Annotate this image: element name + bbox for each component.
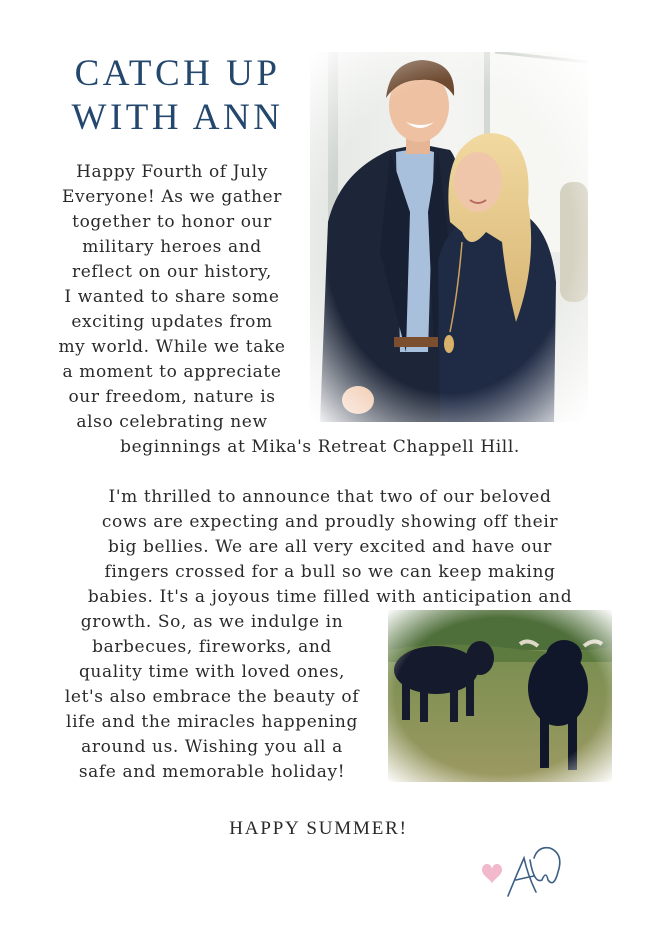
cows-paragraph: [30, 485, 630, 610]
title-line-2: WITH ANN: [71, 97, 284, 138]
text-line: Everyone! As we gather: [62, 187, 282, 207]
text-line: our freedom, nature is: [68, 387, 276, 407]
text-line: barbecues, fireworks, and: [92, 637, 332, 657]
text-line: around us. Wishing you all a: [81, 737, 343, 757]
closing-paragraph: [36, 610, 388, 785]
text-line: I wanted to share some: [64, 287, 280, 307]
newsletter-title: [40, 52, 315, 140]
text-line: Happy Fourth of July: [76, 162, 268, 182]
text-line: military heroes and: [82, 237, 262, 257]
text-line: babies. It's a joyous time filled with anticipation and: [87, 587, 573, 607]
signature-monogram: [478, 840, 568, 902]
text-line: I'm thrilled to announce that two of our beloved: [108, 487, 552, 507]
text-line: growth. So, as we indulge in: [80, 612, 344, 632]
cows-photo: [388, 610, 612, 782]
couple-photo: [310, 52, 588, 422]
intro-paragraph-tail: [60, 435, 580, 460]
text-line: together to honor our: [72, 212, 272, 232]
text-line: life and the miracles happening: [66, 712, 358, 732]
text-line: safe and memorable holiday!: [78, 762, 346, 782]
title-line-1: CATCH UP: [74, 53, 281, 94]
text-line: let's also embrace the beauty of: [64, 687, 360, 707]
text-line: big bellies. We are all very excited and have our: [108, 537, 552, 557]
intro-paragraph: [36, 160, 308, 435]
text-line: cows are expecting and proudly showing off their: [101, 512, 559, 532]
text-line: reflect on our history,: [72, 262, 272, 282]
sign-off-text: HAPPY SUMMER!: [229, 818, 408, 839]
heart-icon: [482, 864, 502, 884]
text-line: beginnings at Mika's Retreat Chappell Hill.: [120, 437, 520, 457]
text-line: my world. While we take: [58, 337, 286, 357]
text-line: exciting updates from: [71, 312, 273, 332]
text-line: quality time with loved ones,: [78, 662, 346, 682]
text-line: a moment to appreciate: [62, 362, 282, 382]
signature-ink: [508, 848, 560, 896]
text-line: also celebrating new: [76, 412, 268, 432]
text-line: fingers crossed for a bull so we can keep making: [104, 562, 556, 582]
